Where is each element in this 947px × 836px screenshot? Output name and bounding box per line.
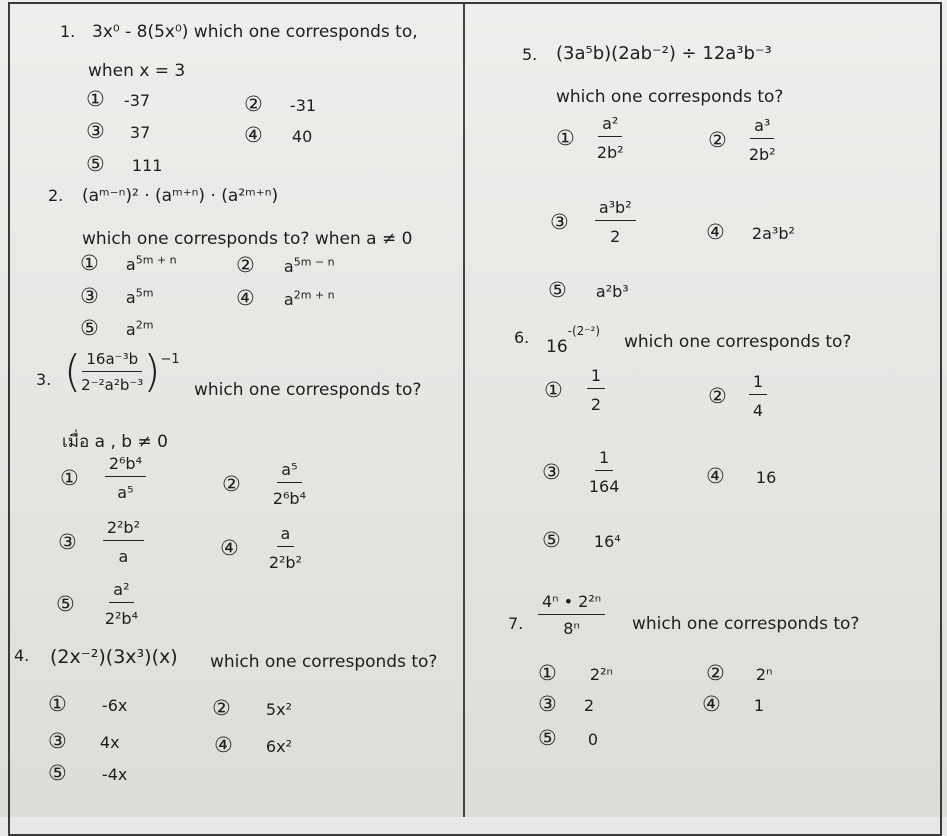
q7-numerator: 4ⁿ • 2²ⁿ <box>538 592 605 615</box>
option-marker: ② <box>708 127 727 152</box>
q6-option-5[interactable] <box>542 530 621 551</box>
q7-option-4[interactable] <box>702 694 764 715</box>
q3-expression <box>64 346 180 397</box>
option-value: 2²ⁿ <box>589 665 613 684</box>
option-marker: ③ <box>58 529 77 554</box>
option-numerator: 1 <box>595 448 613 471</box>
option-value: 2a³b² <box>751 224 795 243</box>
option-marker: ③ <box>538 692 557 716</box>
option-marker: ① <box>80 251 99 275</box>
q1-question: 3x⁰ - 8(5x⁰) which one corresponds to, <box>92 22 418 42</box>
option-marker: ① <box>60 465 79 490</box>
q5-option-2[interactable] <box>708 116 776 164</box>
q4-expression: (2x⁻²)(3x³)(x) <box>50 646 178 668</box>
q5-option-4[interactable] <box>706 222 795 243</box>
option-denominator: 4 <box>752 401 764 420</box>
q3-option-2[interactable] <box>222 460 306 508</box>
option-value: 6x² <box>265 737 292 756</box>
option-marker: ④ <box>706 220 725 244</box>
q7-option-1[interactable] <box>538 663 613 684</box>
option-marker: ⑤ <box>48 761 67 785</box>
q5-question: which one corresponds to? <box>556 87 784 107</box>
q6-option-1[interactable] <box>544 366 605 414</box>
option-marker: ④ <box>236 286 255 310</box>
option-numerator: 2²b² <box>103 518 144 541</box>
q5-number: 5. <box>522 45 538 64</box>
option-marker: ② <box>706 661 725 685</box>
option-value: -37 <box>123 91 151 110</box>
option-base: a <box>125 255 136 274</box>
q6-expression <box>546 324 601 357</box>
q6-option-2[interactable] <box>708 372 767 420</box>
option-denominator: 2²b² <box>268 553 302 572</box>
option-denominator: 2b² <box>748 145 776 164</box>
q5-option-5[interactable] <box>548 280 629 301</box>
option-marker: ① <box>556 125 575 150</box>
option-marker: ④ <box>244 123 263 147</box>
q2-number: 2. <box>48 186 64 205</box>
left-paren: ( <box>64 346 82 397</box>
option-value: 16⁴ <box>593 532 621 551</box>
q7-option-5[interactable] <box>538 728 598 749</box>
q4-option-5[interactable] <box>48 763 127 784</box>
option-marker: ③ <box>48 729 67 753</box>
option-marker: ③ <box>542 459 561 484</box>
q4-option-2[interactable] <box>212 698 292 719</box>
q2-question: which one corresponds to? when a ≠ 0 <box>82 229 413 249</box>
q3-denominator: 2⁻²a²b⁻³ <box>81 376 144 394</box>
option-denominator: a <box>118 547 129 566</box>
option-exponent: 2m + n <box>293 288 335 302</box>
q3-option-3[interactable] <box>58 518 144 566</box>
option-numerator: 1 <box>749 372 767 395</box>
q4-option-1[interactable] <box>48 694 127 715</box>
option-denominator: a⁵ <box>117 483 134 502</box>
q3-number: 3. <box>36 370 52 389</box>
q1-option-5[interactable] <box>86 154 162 175</box>
option-denominator: 2 <box>610 227 621 246</box>
option-value: 2 <box>583 696 595 715</box>
option-value: 16 <box>755 468 777 487</box>
q7-expression <box>538 592 605 638</box>
option-value: -31 <box>289 96 317 115</box>
option-numerator: a³ <box>750 116 774 139</box>
option-denominator: 2⁶b⁴ <box>272 489 306 508</box>
q1-option-3[interactable] <box>86 121 150 142</box>
q5-option-3[interactable] <box>550 198 636 246</box>
option-marker: ① <box>544 377 563 402</box>
option-base: a <box>283 257 294 276</box>
option-numerator: a³b² <box>595 198 636 221</box>
q6-question: which one corresponds to? <box>624 332 852 352</box>
option-value: 4x <box>99 733 120 752</box>
option-marker: ② <box>236 253 255 277</box>
option-marker: ② <box>212 696 231 720</box>
q4-option-4[interactable] <box>214 735 292 756</box>
q3-option-5[interactable] <box>56 580 138 628</box>
option-marker: ⑤ <box>86 152 105 176</box>
option-denominator: 2²b⁴ <box>104 609 138 628</box>
q1-option-1[interactable] <box>86 89 150 110</box>
option-marker: ④ <box>214 733 233 757</box>
option-denominator: 164 <box>588 477 620 496</box>
option-numerator: a⁵ <box>277 460 301 483</box>
option-value: 40 <box>291 127 313 146</box>
option-marker: ③ <box>86 119 105 143</box>
option-denominator: 2b² <box>596 143 624 162</box>
q3-option-4[interactable] <box>220 524 302 572</box>
q4-question: which one corresponds to? <box>210 652 438 672</box>
option-value: 111 <box>131 156 163 175</box>
option-value: 37 <box>129 123 151 142</box>
option-marker: ③ <box>80 284 99 308</box>
option-numerator: 2⁶b⁴ <box>105 454 146 477</box>
q5-option-1[interactable] <box>556 114 624 162</box>
q4-option-3[interactable] <box>48 731 120 752</box>
q7-denominator: 8ⁿ <box>563 619 580 638</box>
option-exponent: 2m <box>135 318 154 332</box>
option-marker: ① <box>538 661 557 685</box>
option-marker: ② <box>244 92 263 116</box>
q1-option-4[interactable] <box>244 125 312 146</box>
option-numerator: a² <box>598 114 622 137</box>
option-exponent: 5m <box>135 286 154 300</box>
option-numerator: 1 <box>587 366 605 389</box>
q5-expression: (3a⁵b)(2ab⁻²) ÷ 12a³b⁻³ <box>556 43 772 64</box>
option-value: 5x² <box>265 700 292 719</box>
option-base: a <box>125 320 136 339</box>
option-marker: ⑤ <box>80 316 99 340</box>
option-value: 0 <box>587 730 599 749</box>
option-exponent: 5m − n <box>293 255 335 269</box>
option-marker: ④ <box>220 535 239 560</box>
q6-base: 16 <box>546 336 568 357</box>
option-value: 1 <box>753 696 765 715</box>
option-marker: ① <box>48 692 67 716</box>
option-marker: ⑤ <box>548 278 567 302</box>
q3-question: which one corresponds to? <box>194 380 422 400</box>
column-divider <box>463 2 465 817</box>
q6-number: 6. <box>514 328 530 347</box>
q3-numerator: 16a⁻³b <box>82 350 142 372</box>
option-marker: ⑤ <box>538 726 557 750</box>
option-marker: ③ <box>550 209 569 234</box>
option-value: a²b³ <box>595 282 629 301</box>
q2-option-3[interactable] <box>80 286 153 307</box>
option-exponent: 5m + n <box>135 253 177 267</box>
q7-question: which one corresponds to? <box>632 614 860 634</box>
q2-option-4[interactable] <box>236 288 335 309</box>
q3-outer-exponent: −1 <box>160 352 180 367</box>
q3-option-1[interactable] <box>60 454 146 502</box>
option-numerator: a <box>277 524 295 547</box>
q7-option-2[interactable] <box>706 663 772 684</box>
option-marker: ⑤ <box>56 591 75 616</box>
option-marker: ⑤ <box>542 528 561 552</box>
option-marker: ② <box>708 383 727 408</box>
right-paren: ) <box>143 346 161 397</box>
q2-option-2[interactable] <box>236 255 335 276</box>
option-value: -6x <box>101 696 128 715</box>
q1-condition: when x = 3 <box>88 61 186 81</box>
option-denominator: 2 <box>590 395 602 414</box>
q3-condition: เมื่อ a , b ≠ 0 <box>62 432 168 452</box>
option-base: a <box>283 290 294 309</box>
option-marker: ④ <box>702 692 721 716</box>
q2-option-1[interactable] <box>80 253 177 274</box>
q6-option-3[interactable] <box>542 448 619 496</box>
option-base: a <box>125 288 136 307</box>
q6-exponent: -(2⁻²) <box>567 324 601 338</box>
option-marker: ② <box>222 471 241 496</box>
option-value: -4x <box>101 765 128 784</box>
q7-number: 7. <box>508 614 524 633</box>
q6-option-4[interactable] <box>706 466 776 487</box>
q7-option-3[interactable] <box>538 694 594 715</box>
option-marker: ④ <box>706 464 725 488</box>
q4-number: 4. <box>14 646 30 665</box>
option-value: 2ⁿ <box>755 665 773 684</box>
q1-option-2[interactable] <box>244 94 316 115</box>
q2-expression: (aᵐ⁻ⁿ)² · (aᵐ⁺ⁿ) · (a²ᵐ⁺ⁿ) <box>82 186 279 206</box>
q2-option-5[interactable] <box>80 318 153 339</box>
q1-number: 1. <box>60 22 76 41</box>
option-marker: ① <box>86 87 105 111</box>
option-numerator: a² <box>109 580 133 603</box>
